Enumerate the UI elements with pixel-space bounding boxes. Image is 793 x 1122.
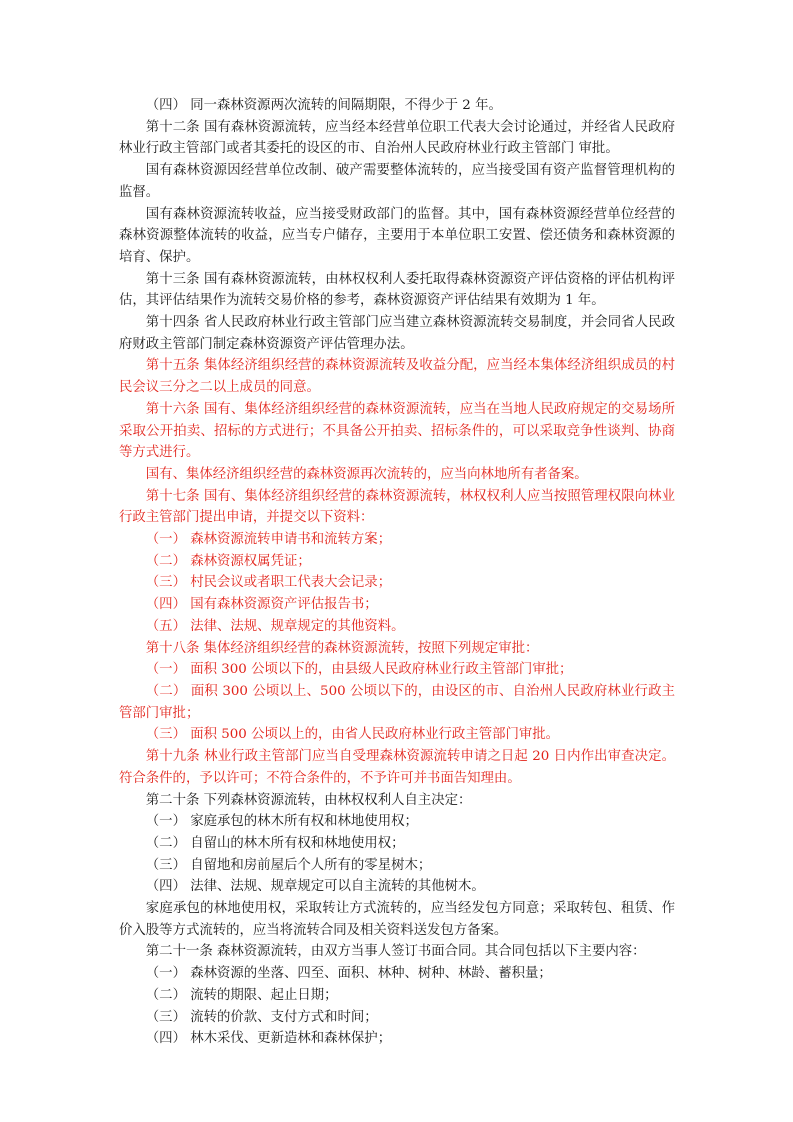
- paragraph: （四） 同一森林资源两次流转的间隔期限，不得少于 2 年。: [145, 98, 502, 113]
- list-item: （三） 面积 500 公顷以上的，由省人民政府林业行政主管部门审批。: [145, 727, 560, 743]
- document-body: [119, 95, 675, 1050]
- list-item: （四） 法律、法规、规章规定可以自主流转的其他树木。: [145, 879, 485, 895]
- article-16: 第十六条 国有、集体经济组织经营的森林资源流转，应当在当地人民政府规定的交易场所采取公开拍卖、招标的方式进行；不具备公开拍卖、招标条件的，可以采取竞争性谈判、协商等方式进行。: [119, 401, 675, 461]
- article-21: 第二十一条 森林资源流转，由双方当事人签订书面合同。其合同包括以下主要内容：: [145, 944, 646, 960]
- list-item: （一） 森林资源流转申请书和流转方案；: [145, 532, 392, 548]
- list-item: （二） 面积 300 公顷以上、500 公顷以下的，由设区的市、自治州人民政府林业行政主管部门审批；: [119, 683, 675, 721]
- article-17: 第十七条 国有、集体经济组织经营的森林资源流转，林权权利人应当按照管理权限向林业行政主管部门提出申请，并提交以下资料：: [119, 488, 675, 526]
- article-14: 第十四条 省人民政府林业行政主管部门应当建立森林资源流转交易制度，并会同省人民政府财政主管部门制定森林资源资产评估管理办法。: [119, 315, 675, 352]
- list-item: （一） 家庭承包的林木所有权和林地使用权；: [145, 814, 418, 830]
- list-item: （三） 自留地和房前屋后个人所有的零星树木；: [145, 857, 432, 873]
- list-item: （二） 自留山的林木所有权和林地使用权；: [145, 835, 405, 851]
- paragraph: 国有森林资源因经营单位改制、破产需要整体流转的，应当接受国有资产监督管理机构的监督。: [119, 163, 675, 200]
- list-item: （四） 国有森林资源资产评估报告书；: [145, 597, 378, 613]
- paragraph: 家庭承包的林地使用权，采取转让方式流转的，应当经发包方同意；采取转包、租赁、作价入股等方式流转的，应当将流转合同及相关资料送发包方备案。: [119, 901, 675, 938]
- list-item: （四） 林木采伐、更新造林和森林保护；: [145, 1031, 392, 1047]
- article-19: 第十九条 林业行政主管部门应当自受理森林资源流转申请之日起 20 日内作出审查决定。符合条件的，予以许可；不符合条件的，不予许可并书面告知理由。: [119, 749, 675, 786]
- article-12: 第十二条 国有森林资源流转，应当经本经营单位职工代表大会讨论通过，并经省人民政府林业行政主管部门或者其委托的设区的市、自治州人民政府林业行政主管部门 审批。: [119, 119, 675, 157]
- list-item: （五） 法律、法规、规章规定的其他资料。: [145, 618, 405, 634]
- list-item: （三） 流转的价款、支付方式和时间；: [145, 1009, 378, 1025]
- list-item: （一） 面积 300 公顷以下的，由县级人民政府林业行政主管部门审批；: [145, 662, 573, 678]
- article-13: 第十三条 国有森林资源流转，由林权权利人委托取得森林资源资产评估资格的评估机构评估，其评估结果作为流转交易价格的参考，森林资源资产评估结果有效期为 1 年。: [119, 271, 675, 309]
- list-item: （三） 村民会议或者职工代表大会记录；: [145, 575, 392, 591]
- article-15: 第十五条 集体经济组织经营的森林资源流转及收益分配，应当经本集体经济组织成员的村民会议三分之二以上成员的同意。: [119, 358, 675, 396]
- list-item: （二） 森林资源权属凭证；: [145, 553, 311, 569]
- article-20: 第二十条 下列森林资源流转，由林权权利人自主决定：: [145, 792, 472, 808]
- list-item: （一） 森林资源的坐落、四至、面积、林种、树种、林龄、蓄积量；: [145, 966, 552, 982]
- paragraph: 国有、集体经济组织经营的森林资源再次流转的，应当向林地所有者备案。: [145, 466, 588, 482]
- paragraph: 国有森林资源流转收益，应当接受财政部门的监督。其中，国有森林资源经营单位经营的森林资源整体流转的收益，应当专户储存，主要用于本单位职工安置、偿还债务和森林资源的培育、保护。: [119, 206, 675, 265]
- article-18: 第十八条 集体经济组织经营的森林资源流转，按照下列规定审批：: [145, 640, 539, 656]
- list-item: （二） 流转的期限、起止日期；: [145, 987, 338, 1003]
